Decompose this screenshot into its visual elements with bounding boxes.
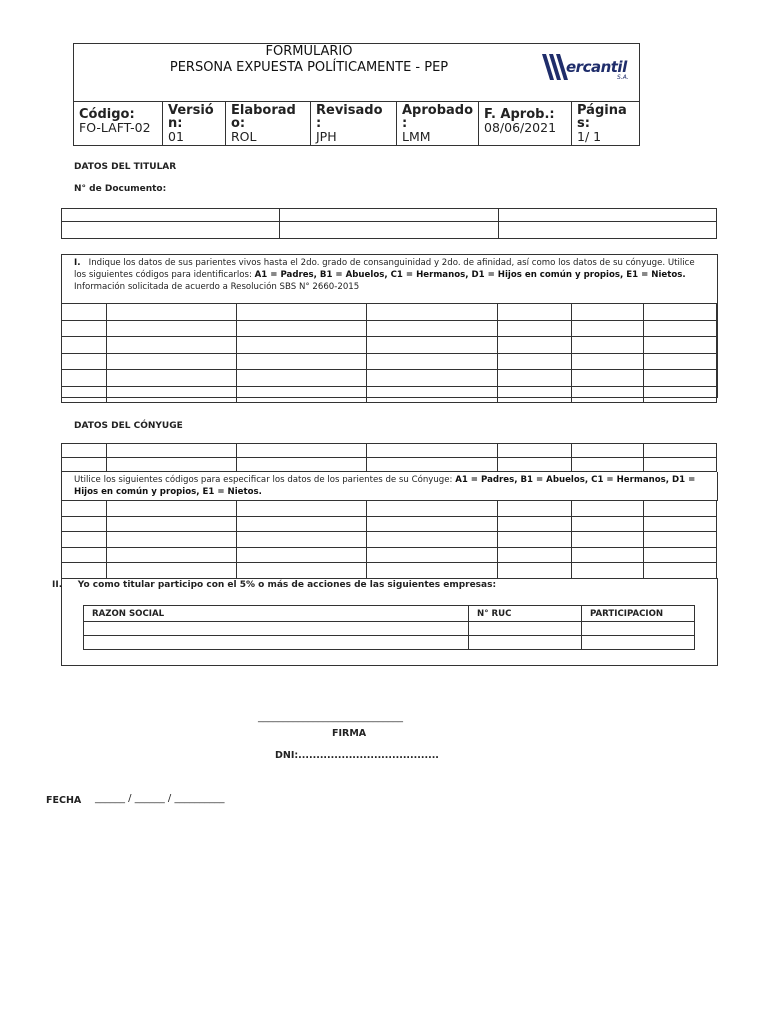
firma-label: FIRMA [332,728,367,739]
paginas-cell [572,102,640,146]
grid-cell[interactable] [62,458,107,472]
grid-cell[interactable] [644,337,717,354]
conyuge-note-box [61,472,718,501]
aprobado-label: Aprobado : [402,103,474,131]
grid-cell[interactable] [107,386,237,403]
grid-cell[interactable] [107,563,237,579]
grid-cell[interactable] [644,532,717,548]
fecha-blanks[interactable]: ______ / ______ / __________ [95,793,225,804]
conyuge-note [62,472,717,502]
grid-cell[interactable] [644,444,717,458]
grid-cell[interactable] [107,353,237,370]
grid-cell[interactable] [498,320,572,337]
paginas-value: 1/ 1 [577,129,602,144]
grid-cell[interactable] [367,458,498,472]
fecha-label: FECHA [46,795,82,806]
grid-cell[interactable] [237,370,367,387]
form-header [73,43,640,146]
section2-heading [52,580,496,590]
grid-cell[interactable] [498,532,572,548]
grid-cell[interactable] [572,320,644,337]
section1-resolution: Información solicitada de acuerdo a Resolución SBS N° 2660-2015 [74,282,360,292]
grid-cell[interactable] [237,320,367,337]
grid-cell[interactable] [107,532,237,548]
grid-cell[interactable] [367,386,498,403]
empresas-table [83,605,695,650]
revisado-value: JPH [316,129,337,144]
col-ruc: N° RUC [469,606,582,622]
conyuge-heading: DATOS DEL CÓNYUGE [74,421,183,431]
grid-cell[interactable] [367,320,498,337]
aprobado-cell [397,102,479,146]
logo-suffix: S.A. [617,74,629,81]
grid-cell[interactable] [237,337,367,354]
grid-cell[interactable] [498,458,572,472]
version-value: 01 [168,129,184,144]
grid-cell[interactable] [237,386,367,403]
header-meta-table [73,101,640,146]
logo-text: ercantil [566,58,627,76]
aprobado-value: LMM [402,129,431,144]
version-label: Versió n: [168,103,214,131]
grid-cell[interactable] [572,563,644,579]
grid-cell[interactable] [572,516,644,532]
grid-cell[interactable] [62,386,107,403]
grid-cell[interactable] [367,516,498,532]
titular-cell[interactable] [62,209,280,222]
codigo-value: FO-LAFT-02 [79,120,151,135]
grid-cell[interactable] [572,532,644,548]
grid-cell[interactable] [498,353,572,370]
col-razon-social: RAZON SOCIAL [84,606,469,622]
dni-field[interactable]: DNI:....................................... [275,750,439,761]
grid-cell[interactable] [237,532,367,548]
grid-cell[interactable] [107,444,237,458]
titular-table [61,208,717,239]
grid-cell[interactable] [237,547,367,563]
empresa-cell[interactable] [84,636,469,650]
empresa-cell[interactable] [582,622,695,636]
empresa-cell[interactable] [84,622,469,636]
grid-cell[interactable] [498,516,572,532]
grid-cell[interactable] [644,516,717,532]
grid-cell[interactable] [498,444,572,458]
grid-cell[interactable] [367,547,498,563]
version-cell [163,102,226,146]
grid-cell[interactable] [572,386,644,403]
grid-cell[interactable] [107,304,237,321]
grid-cell[interactable] [367,532,498,548]
titular-cell[interactable] [280,209,498,222]
conyuge-table-top [61,443,717,472]
grid-cell[interactable] [62,320,107,337]
grid-cell[interactable] [107,501,237,517]
section1-note [62,255,717,297]
grid-cell[interactable] [367,563,498,579]
titular-cell[interactable] [280,222,498,239]
titular-cell[interactable] [498,209,716,222]
grid-cell[interactable] [237,304,367,321]
grid-cell[interactable] [367,444,498,458]
grid-cell[interactable] [62,353,107,370]
titular-heading: DATOS DEL TITULAR [74,162,177,172]
empresa-cell[interactable] [469,622,582,636]
revisado-cell [311,102,397,146]
grid-cell[interactable] [644,386,717,403]
grid-cell[interactable] [572,444,644,458]
grid-cell[interactable] [498,337,572,354]
grid-cell[interactable] [572,547,644,563]
titular-cell[interactable] [498,222,716,239]
section1-number: I. [74,258,81,268]
grid-cell[interactable] [498,501,572,517]
grid-cell[interactable] [498,563,572,579]
mercantil-logo [540,50,635,86]
col-participacion: PARTICIPACION [582,606,695,622]
signature-line: _____________________________ [258,712,403,723]
grid-cell[interactable] [644,563,717,579]
grid-cell[interactable] [107,516,237,532]
grid-cell[interactable] [237,353,367,370]
grid-cell[interactable] [62,444,107,458]
grid-cell[interactable] [62,304,107,321]
empresa-cell[interactable] [469,636,582,650]
header-title-box [73,43,640,102]
revisado-label: Revisado : [316,103,383,131]
elaborado-label: Elaborad o: [231,103,296,131]
fecha-aprob-label: F. Aprob.: [484,107,555,122]
grid-cell[interactable] [644,304,717,321]
elaborado-value: ROL [231,129,257,144]
form-subtitle: PERSONA EXPUESTA POLÍTICAMENTE - PEP [169,60,449,75]
elaborado-cell [226,102,311,146]
fecha-aprob-cell [479,102,572,146]
grid-cell[interactable] [237,458,367,472]
grid-cell[interactable] [62,516,107,532]
codigo-cell [74,102,163,146]
grid-cell[interactable] [62,337,107,354]
grid-cell[interactable] [237,563,367,579]
grid-cell[interactable] [367,501,498,517]
grid-cell[interactable] [572,501,644,517]
conyuge-text: Utilice los siguientes códigos para especificar los datos de los parientes de su Cónyuge: [74,475,453,485]
grid-cell[interactable] [62,532,107,548]
grid-cell[interactable] [237,444,367,458]
grid-cell[interactable] [498,370,572,387]
paginas-label: Página s: [577,103,627,131]
grid-cell[interactable] [367,304,498,321]
grid-cell[interactable] [572,353,644,370]
form-title: FORMULARIO [265,44,353,59]
grid-cell[interactable] [572,370,644,387]
grid-cell[interactable] [498,304,572,321]
section1-codes: A1 = Padres, B1 = Abuelos, C1 = Hermanos, D1 = Hijos en común y propios, E1 = Nietos. [254,270,686,280]
parientes-table [61,303,717,403]
grid-cell[interactable] [367,353,498,370]
grid-cell[interactable] [498,547,572,563]
section2-text: Yo como titular participo con el 5% o más de acciones de las siguientes empresas: [77,580,497,590]
grid-cell[interactable] [107,458,237,472]
grid-cell[interactable] [644,320,717,337]
empresa-cell[interactable] [582,636,695,650]
grid-cell[interactable] [572,304,644,321]
grid-cell[interactable] [572,337,644,354]
codigo-label: Código: [79,107,135,122]
grid-cell[interactable] [644,370,717,387]
grid-cell[interactable] [644,501,717,517]
conyuge-parientes-table [61,500,717,579]
grid-cell[interactable] [498,386,572,403]
fecha-aprob-value: 08/06/2021 [484,120,557,135]
grid-cell[interactable] [237,516,367,532]
grid-cell[interactable] [62,501,107,517]
grid-cell[interactable] [107,337,237,354]
conyuge-codes: A1 = Padres, B1 = Abuelos, C1 = Hermanos, D1 = Hijos en común y propios, E1 = Nietos. [74,475,696,497]
section2-number: II. [52,580,63,590]
grid-cell[interactable] [62,563,107,579]
section1-text: Indique los datos de sus parientes vivos hasta el 2do. grado de consanguinidad y 2do. de afinidad, así como los datos de su cónyuge. Utilice los siguientes códigos para identificarlos: [74,258,695,280]
grid-cell[interactable] [367,370,498,387]
documento-label: N° de Documento: [74,184,167,194]
grid-cell[interactable] [644,547,717,563]
grid-cell[interactable] [107,370,237,387]
grid-cell[interactable] [572,458,644,472]
grid-cell[interactable] [62,370,107,387]
grid-cell[interactable] [107,320,237,337]
grid-cell[interactable] [367,337,498,354]
titular-cell[interactable] [62,222,280,239]
grid-cell[interactable] [237,501,367,517]
grid-cell[interactable] [107,547,237,563]
grid-cell[interactable] [644,458,717,472]
grid-cell[interactable] [644,353,717,370]
grid-cell[interactable] [62,547,107,563]
